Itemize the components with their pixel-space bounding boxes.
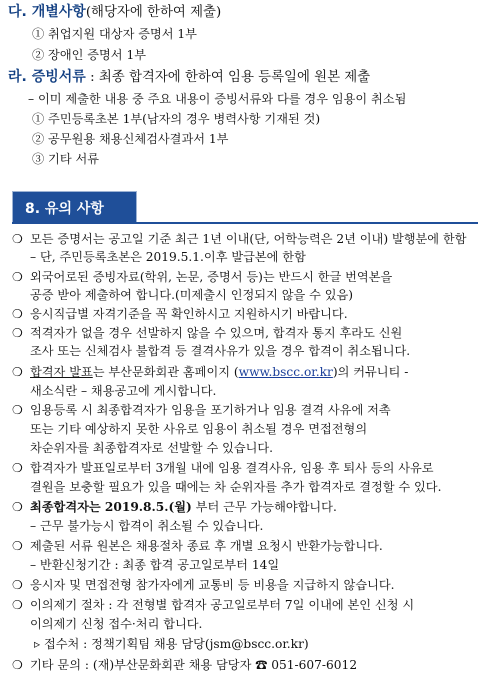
list-item: ① 주민등록초본 1부(남자의 경우 병력사항 기재된 것)	[32, 112, 321, 126]
section-ra-note: : 최종 합격자에 한하여 임용 등록일에 원본 제출	[85, 70, 371, 85]
circle-bullet-icon: ❍	[12, 461, 23, 475]
note-text: )의 커뮤니티 -	[332, 365, 409, 379]
section-ra-heading	[8, 69, 370, 86]
note-text: 외국어로된 증빙자료(학위, 논문, 증명서 등)는 반드시 한글 번역본을	[30, 270, 393, 284]
note-item	[12, 364, 408, 380]
announcement-label: 합격자 발표	[30, 365, 93, 379]
note-item	[12, 657, 357, 673]
note-item	[12, 325, 402, 341]
note-subline: 또는 기타 예상하지 못한 사유로 임용이 취소될 경우 면접전형의	[30, 422, 368, 436]
note-text: 응시직급별 자격기준을 꼭 확인하시고 지원하시기 바랍니다.	[30, 307, 348, 321]
list-item: ② 장애인 증명서 1부	[32, 48, 146, 62]
note-item	[12, 499, 337, 515]
list-item: ① 취업지원 대상자 증명서 1부	[32, 27, 197, 41]
circle-bullet-icon: ❍	[12, 232, 23, 246]
note-text: 는 부산문화회관 홈페이지 (	[92, 365, 239, 379]
circle-bullet-icon: ❍	[12, 326, 23, 340]
homepage-link[interactable]: www.bscc.or.kr	[238, 365, 333, 379]
note-text: 모든 증명서는 공고일 기준 최근 1년 이내(단, 어학능력은 2년 이내) 발행분에 한함	[30, 232, 467, 246]
note-item	[12, 269, 392, 285]
circle-bullet-icon: ❍	[12, 658, 23, 672]
note-subline: 결원을 보충할 필요가 있을 때에는 차 순위자를 추가 합격자로 결정할 수 있다.	[30, 480, 442, 494]
note-item	[12, 597, 414, 613]
section-8-header	[12, 191, 137, 223]
note-item	[12, 306, 348, 322]
note-subline: 이의제기 신청 접수·처리 합니다.	[30, 617, 203, 631]
circle-bullet-icon: ❍	[12, 307, 23, 321]
section-da-heading	[8, 4, 221, 21]
section-ra-subnote: – 이미 제출한 내용 중 주요 내용이 증빙서류와 다를 경우 임용이 취소됨	[28, 92, 407, 106]
list-item: ③ 기타 서류	[32, 152, 100, 166]
circle-bullet-icon: ❍	[12, 539, 23, 553]
note-item	[12, 460, 434, 476]
contact-phone-line: 기타 문의 : (재)부산문화회관 채용 담당자 ☎ 051-607-6012	[30, 658, 358, 672]
section-da-title: 다. 개별사항	[8, 4, 86, 20]
section-ra-title: 라. 증빙서류	[8, 69, 86, 85]
circle-bullet-icon: ❍	[12, 578, 23, 592]
list-item: ② 공무원용 채용신체검사결과서 1부	[32, 132, 229, 146]
note-subline: 차순위자를 최종합격자로 선발할 수 있습니다.	[30, 441, 274, 455]
section-divider	[12, 222, 478, 224]
circle-bullet-icon: ❍	[12, 403, 23, 417]
section-da-note: (해당자에 한하여 제출)	[85, 5, 222, 20]
note-subline: 새소식란 – 채용공고에 게시합니다.	[30, 384, 217, 398]
section-8-title: 8. 유의 사항	[25, 201, 104, 217]
circle-bullet-icon: ❍	[12, 598, 23, 612]
note-item	[12, 402, 391, 418]
note-subline: – 반환신청기간 : 최종 합격 공고일로부터 14일	[30, 558, 280, 572]
circle-bullet-icon: ❍	[12, 270, 23, 284]
circle-bullet-icon: ❍	[12, 365, 23, 379]
note-text: 부터 근무 가능해야합니다.	[191, 500, 337, 514]
contact-email-line: ▹ 접수처 : 정책기획팀 채용 담당(jsm@bscc.or.kr)	[34, 637, 309, 651]
note-text: 이의제기 절차 : 각 전형별 합격자 공고일로부터 7일 이내에 본인 신청 시	[30, 598, 415, 612]
note-item	[12, 231, 466, 247]
note-text: 적격자가 없을 경우 선발하지 않을 수 있으며, 합격자 통지 후라도 신원	[30, 326, 403, 340]
note-subline: – 단, 주민등록초본은 2019.5.1.이후 발급본에 한함	[30, 250, 306, 264]
note-subline: 공증 받아 제출하여 합니다.(미제출시 인정되지 않을 수 있음)	[30, 288, 354, 302]
note-item	[12, 538, 383, 554]
note-item	[12, 577, 395, 593]
note-text: 합격자가 발표일로부터 3개월 내에 임용 결격사유, 임용 후 퇴사 등의 사유로	[30, 461, 434, 475]
note-subline: 조사 또는 신체검사 불합격 등 결격사유가 있을 경우 합격이 취소됩니다.	[30, 344, 411, 358]
note-text: 제출된 서류 원본은 채용절차 종료 후 개별 요청시 반환가능합니다.	[30, 539, 383, 553]
note-text: 응시자 및 면접전형 참가자에게 교통비 등 비용을 지급하지 않습니다.	[30, 578, 395, 592]
circle-bullet-icon: ❍	[12, 500, 23, 514]
note-subline: – 근무 불가능시 합격이 취소될 수 있습니다.	[30, 519, 264, 533]
note-text: 임용등록 시 최종합격자가 임용을 포기하거나 임용 결격 사유에 저촉	[30, 403, 391, 417]
final-pass-date: 최종합격자는 2019.8.5.(월)	[30, 500, 192, 514]
